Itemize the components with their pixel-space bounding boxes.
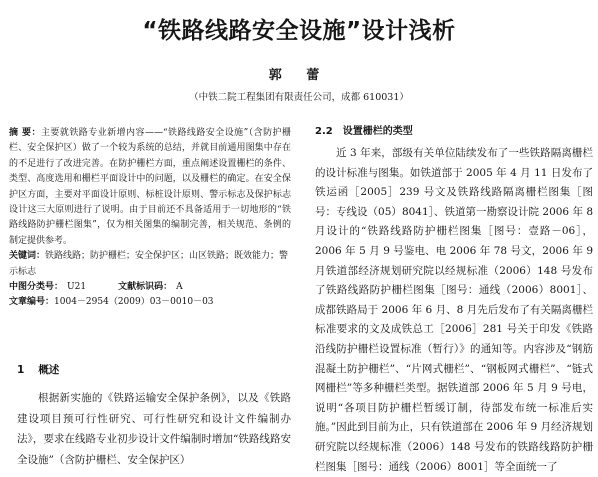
doc-code-value: A [176, 282, 183, 293]
abstract-text: 主要就铁路专业新增内容——“铁路线路安全设施”（含防护栅栏、安全保护区）做了一个较为系统的总结，并就目前通用图集中存在的不足进行了改进完善。在防护栅栏方面，重点阐述设置栅栏的条件、类型、高度选用和栅栏平面设计中的问题，以及栅栏的确定。在安全保护区方面，主要对平面设计原则、标桩设计原则、警示标志及保护标志设计这三大原则进行了说明。由于目前还不具备适用于一切地形的“铁路线路防护栅栏图集”，仅为相关图集的编制完善，相关规范、条例的制定提供参考。 [9, 128, 291, 246]
section-1-body [17, 388, 291, 470]
keywords [9, 249, 291, 280]
section-1-paragraph: 根据新实施的《铁路运输安全保护条例》，以及《铁路建设项目预可行性研究、可行性研究和设计文件编制办法》，要求在线路专业初步设计文件编制时增加“铁路线路安全设施”（含防护栅栏、安全保护区） [17, 392, 291, 466]
section-1-title: 概述 [38, 364, 60, 376]
clc-value: U21 [67, 282, 87, 293]
keywords-text: 铁路线路；防护栅栏；安全保护区；山区铁路；既效能力；警示标志 [9, 251, 289, 277]
section-1-heading [17, 362, 59, 377]
abstract-label: 摘 要： [9, 128, 41, 138]
clc-label: 中图分类号： [9, 282, 64, 293]
section-2-2-heading [315, 122, 593, 137]
article-number-line [9, 295, 291, 310]
author-name: 郭 蕾 [268, 68, 330, 83]
section-2-2-number: 2.2 [315, 126, 333, 137]
article-no-label: 文章编号： [9, 297, 55, 308]
paper-title: “铁路线路安全设施”设计浅析 [142, 18, 456, 44]
classification-line [9, 280, 291, 295]
front-matter [9, 126, 291, 311]
section-2-2-paragraph: 近 3 年来，部级有关单位陆续发布了一些铁路隔离栅栏的设计标准与图集。如铁道部于 2005 年 4 月 11 日发布了铁运函［2005］239 号文及铁路线路隔离栅栏图集［图号：专线设（05）8041］、铁道第一勘察设计院 2006 年 8 月设计的“铁路线路防护栅栏图集［图号：壹路－06］，2006 年 5 月 9 号鉴电、电 2006 年 78 号文，2006 年 9 月铁道部经济规划研究院以经规标准（2006）148 号发布了铁路线路防护栅栏图集［图号：通线（2006）8001］、成都铁路局于 2006 年 6 月、8 月先后发布了有关隔离栅栏标准要求的文及成铁总工［2006］281 号关于印发《铁路沿线防护栅栏设置标准（暂行）》的通知等。内容涉及“钢筋混凝土防护栅栏”、“片网式栅栏”、“钢板网式栅栏”、“链式网栅栏”等多种栅栏类型。据铁道部 2006 年 5 月 9 号电，说明“各项目防护栅栏暂缓订制，待部发布统一标准后实施。”因此到目前为止，只有铁道部在 2006 年 9 月经济规划研究院以经规标准（2006）148 号发布的铁路线路防护栅栏图集［图号：通线（2006）8001］等全面统一了 [315, 147, 593, 473]
section-1-number: 1 [17, 364, 25, 376]
abstract [9, 126, 291, 249]
author-affiliation: （中铁二院工程集团有限责任公司，成都 610031） [189, 92, 409, 103]
keywords-label: 关键词： [9, 251, 46, 262]
right-column [315, 122, 593, 477]
article-no-value: 1004－2954（2009）03－0010－03 [54, 297, 214, 308]
doc-code-label: 文献标识码： [118, 282, 173, 293]
section-2-2-title: 设置栅栏的类型 [342, 126, 413, 137]
